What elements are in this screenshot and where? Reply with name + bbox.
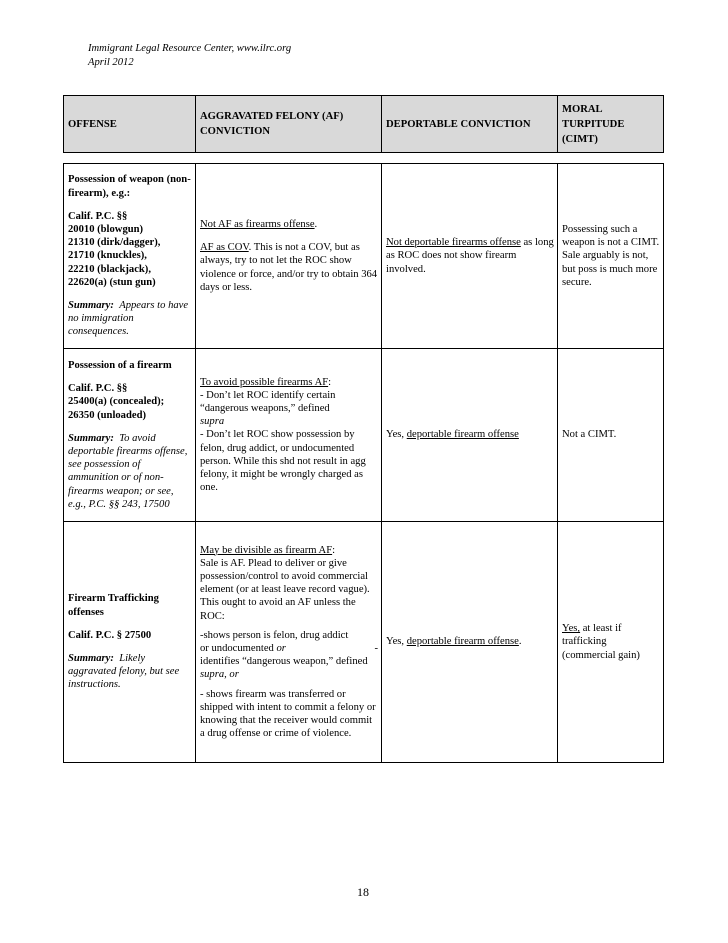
header-deportable: DEPORTABLE CONVICTION bbox=[382, 96, 558, 153]
header-organization: Immigrant Legal Resource Center, www.ilrc.org bbox=[88, 43, 292, 54]
offense-cell: Possession of a firearm Calif. P.C. §§ 25400(a) (concealed); 26350 (unloaded) Summary: To avoid deportable firearms offense, see possession of ammunition or of non-firearms weapon; or see, e.g., P.C. §§ 243, 17500 bbox=[64, 349, 196, 522]
offense-summary: Summary: Appears to have no immigration consequences. bbox=[68, 300, 189, 338]
header-cimt: MORAL TURPITUDE (CIMT) bbox=[558, 96, 664, 153]
offense-summary: Summary: Likely aggravated felony, but see instructions. bbox=[68, 653, 180, 691]
table-row bbox=[64, 349, 664, 522]
af-cell: Not AF as firearms offense. AF as COV. This is not a COV, but as always, try to not let the ROC show violence or force, and/or try to obtain 364 days or less. bbox=[196, 164, 382, 349]
offense-title: Possession of weapon (non-firearm), e.g.: bbox=[68, 174, 191, 199]
cimt-cell: Not a CIMT. bbox=[558, 349, 664, 522]
document-header bbox=[88, 42, 291, 70]
deportable-cell: Yes, deportable firearm offense bbox=[382, 349, 558, 522]
cimt-cell: Possessing such a weapon is not a CIMT. Sale arguably is not, but poss is much more secure. bbox=[558, 164, 664, 349]
table-row bbox=[64, 522, 664, 763]
deportable-cell: Not deportable firearms offense as long as ROC does not show firearm involved. bbox=[382, 164, 558, 349]
header-aggravated-felony: AGGRAVATED FELONY (AF) CONVICTION bbox=[196, 96, 382, 153]
table-header-row bbox=[64, 96, 664, 153]
offense-title: Firearm Trafficking offenses bbox=[68, 593, 159, 618]
offense-title: Possession of a firearm bbox=[68, 359, 172, 371]
offense-cell: Possession of weapon (non-firearm), e.g.: Calif. P.C. §§ 20010 (blowgun) 21310 (dirk/dagger), 21710 (knuckles), 22210 (blackjack), 22620(a) (stun gun) Summary: Appears to have no immigration consequences. bbox=[64, 164, 196, 349]
offense-summary: Summary: To avoid deportable firearms offense, see possession of ammunition or of non-firearms weapon; or see, e.g., P.C. §§ 243, 17500 bbox=[68, 432, 188, 510]
page-number: 18 bbox=[357, 885, 369, 899]
spacer-row bbox=[64, 153, 664, 164]
offense-cell: Firearm Trafficking offenses Calif. P.C. § 27500 Summary: Likely aggravated felony, but see instructions. bbox=[64, 522, 196, 763]
af-cell: To avoid possible firearms AF: - Don’t let ROC identify certain “dangerous weapons,” defined supra - Don’t let ROC show possession by felon, drug addict, or undocumented person. While this shd not result in agg felony, it might be wrongly charged as one. bbox=[196, 349, 382, 522]
header-offense: OFFENSE bbox=[64, 96, 196, 153]
af-cell: May be divisible as firearm AF: Sale is AF. Plead to deliver or give possession/control to avoid commercial element (or at least leave record vague). This ought to avoid an AF unless the ROC: -shows person is felon, drug addict or undocumented or - identifies “dangerous weapon,” defined supra, or - shows firearm was transferred or shipped with intent to commit a felony or knowing that the receiver would commit a drug offense or crime of violence. bbox=[196, 522, 382, 763]
offense-table bbox=[63, 95, 664, 763]
deportable-cell: Yes, deportable firearm offense. bbox=[382, 522, 558, 763]
table-row bbox=[64, 164, 664, 349]
cimt-cell: Yes, at least if trafficking (commercial gain) bbox=[558, 522, 664, 763]
header-date: April 2012 bbox=[88, 57, 134, 68]
